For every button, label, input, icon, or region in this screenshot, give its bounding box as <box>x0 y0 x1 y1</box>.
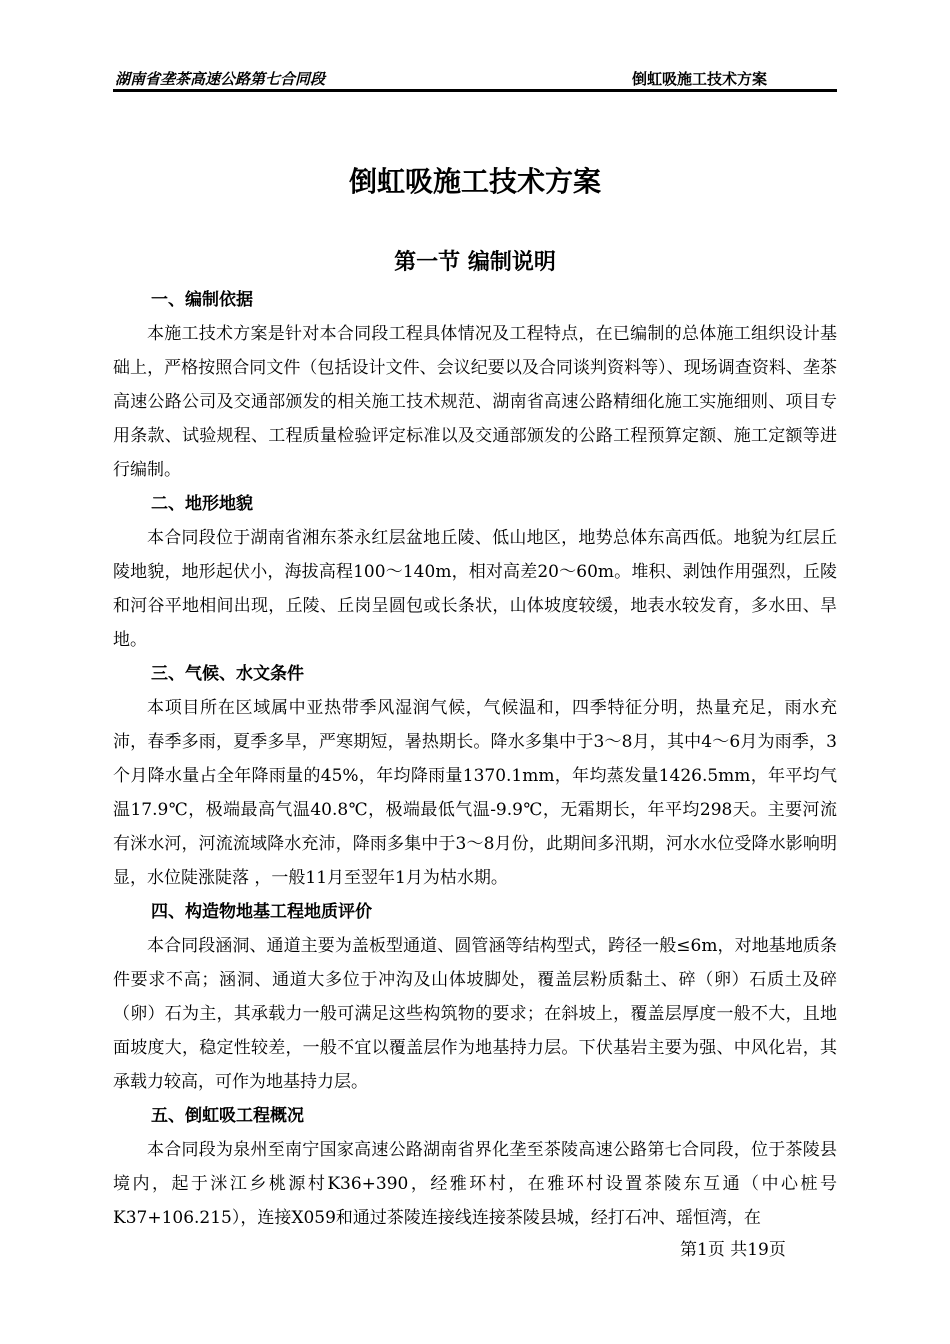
page-number: 第1页 共19页 <box>680 1240 786 1260</box>
heading-project-overview: 五、倒虹吸工程概况 <box>151 1106 304 1126</box>
paragraph-foundation-geology: 本合同段涵洞、通道主要为盖板型通道、圆管涵等结构型式，跨径一般≤6m，对地基地质条件要求不高；涵洞、通道大多位于冲沟及山体坡脚处，覆盖层粉质黏土、碎（卵）石质土及碎（卵）石为主，其承载力一般可满足这些构筑物的要求；在斜坡上，覆盖层厚度一般不大，且地面坡度大，稳定性较差，一般不宜以覆盖层作为地基持力层。下伏基岩主要为强、中风化岩，其承载力较高，可作为地基持力层。 <box>113 936 837 1092</box>
paragraph-climate-hydrology: 本项目所在区域属中亚热带季风湿润气候，气候温和，四季特征分明，热量充足，雨水充沛，春季多雨，夏季多旱，严寒期短，暑热期长。降水多集中于3～8月，其中4～6月为雨季，3个月降水量占全年降雨量的45%，年均降雨量1370.1mm，年均蒸发量1426.5mm，年平均气温17.9℃，极端最高气温40.8℃，极端最低气温-9.9℃，无霜期长，年平均298天。主要河流有洣水河，河流流域降水充沛，降雨多集中于3～8月份，此期间多汛期，河水水位受降水影响明显，水位陡涨陡落 ，一般11月至翌年1月为枯水期。 <box>113 698 837 888</box>
paragraph-topography: 本合同段位于湖南省湘东茶永红层盆地丘陵、低山地区，地势总体东高西低。地貌为红层丘陵地貌，地形起伏小，海拔高程100～140m，相对高差20～60m。堆积、剥蚀作用强烈，丘陵和河谷平地相间出现，丘陵、丘岗呈圆包或长条状，山体坡度较缓，地表水较发育，多水田、旱地。 <box>113 528 837 650</box>
document-body <box>113 283 837 1235</box>
heading-foundation-geology: 四、构造物地基工程地质评价 <box>151 902 372 922</box>
header-project-name: 湖南省垄茶高速公路第七合同段 <box>115 70 326 88</box>
document-title: 倒虹吸施工技术方案 <box>348 165 601 198</box>
header-document-name: 倒虹吸施工技术方案 <box>632 70 768 88</box>
paragraph-compilation-basis: 本施工技术方案是针对本合同段工程具体情况及工程特点，在已编制的总体施工组织设计基础上，严格按照合同文件（包括设计文件、会议纪要以及合同谈判资料等）、现场调查资料、垄茶高速公路公司及交通部颁发的相关施工技术规范、湖南省高速公路精细化施工实施细则、项目专用条款、试验规程、工程质量检验评定标准以及交通部颁发的公路工程预算定额、施工定额等进行编制。 <box>113 324 837 480</box>
header-divider <box>113 89 837 92</box>
paragraph-project-overview: 本合同段为泉州至南宁国家高速公路湖南省界化垄至茶陵高速公路第七合同段，位于茶陵县境内，起于洣江乡桃源村K36+390，经雅环村，在雅环村设置茶陵东互通（中心桩号K37+106.215），连接X059和通过茶陵连接线连接茶陵县城，经打石冲、瑶恒湾，在 <box>113 1140 837 1228</box>
section-title: 第一节 编制说明 <box>394 250 556 275</box>
heading-climate-hydrology: 三、气候、水文条件 <box>151 664 304 684</box>
heading-topography: 二、地形地貌 <box>151 494 253 514</box>
heading-compilation-basis: 一、编制依据 <box>151 290 253 310</box>
